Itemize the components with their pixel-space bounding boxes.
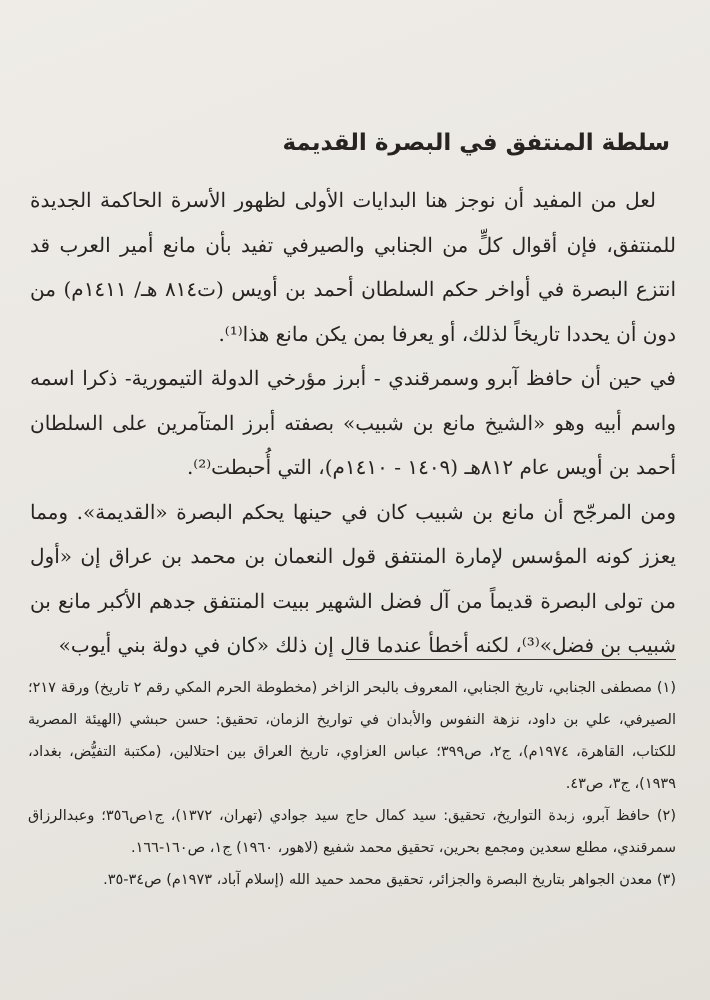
section-heading: سلطة المنتفق في البصرة القديمة (282, 130, 670, 156)
paragraph: لعل من المفيد أن نوجز هنا البدايات الأولى لظهور الأسرة الحاكمة الجديدة للمنتفق، فإن أقوال كلٍّ من الجنابي والصيرفي تفيد بأن مانع أمير العرب قد انتزع البصرة في أواخر حكم السلطان أحمد بن أويس (ت٨١٤ هـ/ ١٤١١م) من دون أن يحددا تاريخاً لذلك، أو يعرفا بمن يكن مانع هذا⁽¹⁾. (30, 188, 676, 346)
body-text (30, 178, 676, 668)
footnote: (٢) حافظ آبرو، زبدة التواريخ، تحقيق: سيد كمال حاج سيد جوادي (تهران، ١٣٧٢)، ج١ص٣٥٦؛ وعبدالرزاق سمرقندي، مطلع سعدين ومجمع بحرين، تحقيق محمد شفيع (لاهور، ١٩٦٠) ج١، ص١٦٠-١٦٦. (28, 808, 677, 856)
paragraph: ومن المرجّح أن مانع بن شبيب كان في حينها يحكم البصرة «القديمة». ومما يعزز كونه المؤسس لإمارة المنتفق قول النعمان بن محمد بن عراق إن «أول من تولى البصرة قديماً من آل فضل الشهير ببيت المنتفق جدهم الأكبر مانع بن شبيب بن فضل»⁽³⁾، لكنه أخطأ عندما قال إن ذلك «كان في دولة بني أيوب» (30, 499, 676, 657)
paragraph: في حين أن حافظ آبرو وسمرقندي - أبرز مؤرخي الدولة التيمورية- ذكرا اسمه واسم أبيه وهو «الشيخ مانع بن شبيب» بصفته أبرز المتآمرين على السلطان أحمد بن أويس عام ٨١٢هـ (١٤٠٩ - ١٤١٠م)، التي أُحبطت⁽²⁾. (30, 366, 676, 479)
footnote: (٣) معدن الجواهر بتاريخ البصرة والجزائر، تحقيق محمد حميد الله (إسلام آباد، ١٩٧٣م) ص٣٤-٣٥. (103, 872, 676, 888)
footnote-divider (346, 659, 676, 660)
footnote: (١) مصطفى الجنابي، تاريخ الجنابي، المعروف بالبحر الزاخر (مخطوطة الحرم المكي رقم ٢ تاريخ) ورقة ٢١٧؛ الصيرفي، علي بن داود، نزهة النفوس والأبدان في تواريخ الزمان، تحقيق: حسن حبشي (الهيئة المصرية للكتاب، القاهرة، ١٩٧٤م)، ج٢، ص٣٩٩؛ عباس العزاوي، تاريخ العراق بين احتلالين، (مكتبة التفيُّض، بغداد، ١٩٣٩)، ج٣، ص٤٣. (28, 680, 676, 792)
footnotes (28, 672, 676, 896)
